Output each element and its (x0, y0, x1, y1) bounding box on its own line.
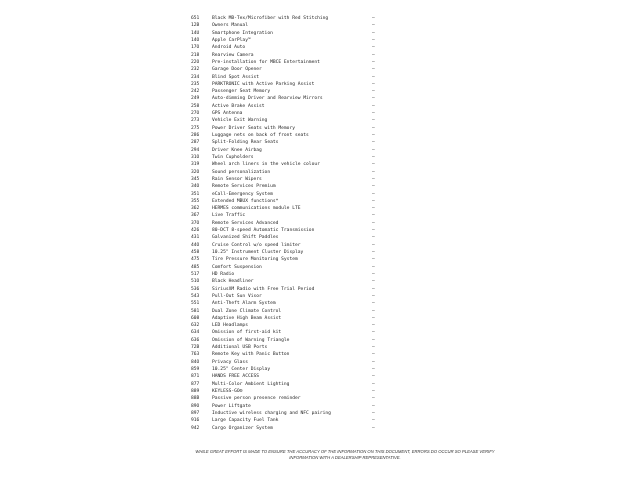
option-description: Twin Cupholders (212, 154, 254, 160)
option-description: Additional USB Ports (212, 345, 268, 351)
option-row (191, 110, 391, 117)
option-row (191, 300, 391, 307)
option-price: — (372, 52, 375, 58)
option-code: 32O (191, 169, 200, 175)
option-description: Remote Services Premium (212, 184, 276, 190)
option-code: 551 (191, 301, 200, 307)
option-row (191, 183, 391, 190)
option-description: Luggage nets on back of front seats (212, 133, 309, 138)
option-description: Driver Knee Airbag (212, 147, 262, 153)
option-code: 12B (191, 23, 200, 29)
option-code: 27O (191, 111, 200, 117)
option-row (191, 15, 391, 22)
option-price: — (372, 337, 375, 343)
option-description: PARKTRONIC with Active Parking Assist (212, 81, 315, 87)
option-code: 242 (191, 89, 200, 95)
option-row (191, 220, 391, 227)
option-code: 634 (191, 330, 200, 336)
option-price: — (372, 250, 375, 255)
option-price: — (372, 140, 375, 146)
option-description: Black MB-Tex/Microfiber with Red Stitching (212, 16, 329, 21)
option-description: Remote Key with Panic Button (212, 352, 290, 358)
option-code: 536 (191, 286, 200, 292)
option-code: 889 (191, 388, 200, 394)
option-price: — (372, 169, 375, 175)
option-code: 14O (191, 37, 200, 43)
option-price: — (372, 23, 375, 29)
option-row (191, 198, 391, 205)
option-description: Anti-Theft Alarm System (212, 301, 276, 307)
option-row (191, 425, 391, 432)
option-description: Remote Services Advanced (212, 220, 279, 226)
option-row (191, 191, 391, 198)
option-code: 871 (191, 374, 200, 380)
option-description: Active Brake Assist (212, 103, 265, 109)
option-price: — (372, 345, 375, 351)
option-code: 581 (191, 308, 200, 314)
option-code: 367 (191, 213, 200, 219)
option-row (191, 359, 391, 366)
option-price: — (372, 103, 375, 109)
option-code: 22O (191, 59, 200, 65)
disclaimer-text: WHILE GREAT EFFORT IS MADE TO ENSURE THE ACCURACY OF THE INFORMATION ON THIS DOCUMENT, ERRORS DO OCCUR SO PLEASE VERIFY INFORMATION WITH A DEALERSHIP REPRESENTATIVE. (195, 449, 495, 460)
option-price: — (372, 323, 375, 329)
option-price: — (372, 213, 375, 219)
option-price: — (372, 396, 375, 402)
option-description: Pull-Out Sun Visor (212, 293, 262, 299)
option-row (191, 286, 391, 293)
option-price: — (372, 374, 375, 380)
option-price: — (372, 67, 375, 73)
option-description: Dual Zone Climate Control (212, 308, 282, 314)
option-description: Apple CarPlay™ (212, 37, 251, 43)
option-price: — (372, 162, 375, 168)
option-description: Android Auto (212, 45, 246, 51)
option-code: 897 (191, 410, 200, 416)
option-description: Omission of Warning Triangle (212, 337, 290, 343)
option-code: 14U (191, 30, 200, 36)
option-row (191, 161, 391, 168)
option-row (191, 264, 391, 271)
option-row (191, 366, 391, 373)
option-code: 859 (191, 367, 200, 372)
option-code: 72B (191, 345, 200, 351)
option-code: 234 (191, 74, 200, 80)
option-price: — (372, 293, 375, 299)
option-code: 275 (191, 125, 200, 131)
option-description: Sound personalization (212, 169, 271, 175)
option-row (191, 74, 391, 81)
option-row (191, 337, 391, 344)
option-description: Passive person presence reminder (212, 396, 301, 402)
option-row (191, 381, 391, 388)
option-row (191, 22, 391, 29)
option-code: 362 (191, 206, 200, 212)
option-code: 286 (191, 133, 200, 138)
option-price: — (372, 176, 375, 182)
option-row (191, 373, 391, 380)
option-row (191, 351, 391, 358)
option-row (191, 103, 391, 110)
option-description: Extended MBUX functions* (212, 198, 279, 204)
option-description: Cruise Control w/o speed limiter (212, 242, 301, 248)
option-code: 89O (191, 403, 200, 409)
option-row (191, 81, 391, 88)
option-code: 17O (191, 45, 200, 51)
option-description: Live Traffic (212, 213, 246, 219)
option-price: — (372, 315, 375, 321)
option-description: Split-Folding Rear Seats (212, 140, 279, 146)
option-description: Privacy Glass (212, 359, 248, 365)
option-description: Tire Pressure Monitoring System (212, 257, 298, 263)
option-code: 355 (191, 198, 200, 204)
option-price: — (372, 191, 375, 197)
option-code: 273 (191, 118, 200, 124)
option-description: Pre-installation for MBCE Entertainment (212, 59, 320, 65)
option-row (191, 395, 391, 402)
option-code: 942 (191, 425, 200, 431)
option-description: Rearview Camera (212, 52, 254, 58)
option-description: Smartphone Integration (212, 30, 273, 36)
option-code: 287 (191, 140, 200, 146)
option-price: — (372, 133, 375, 138)
option-price: — (372, 59, 375, 65)
option-description: HD Radio (212, 271, 235, 277)
option-row (191, 388, 391, 395)
option-description: Power Liftgate (212, 403, 251, 409)
option-code: 475 (191, 257, 200, 263)
option-row (191, 117, 391, 124)
option-price: — (372, 30, 375, 36)
option-row (191, 139, 391, 146)
option-description: 10.25" Center Display (212, 367, 271, 372)
option-code: 249 (191, 96, 200, 102)
option-row (191, 322, 391, 329)
options-list (191, 15, 391, 432)
option-row (191, 249, 391, 256)
option-row (191, 417, 391, 424)
option-description: Wheel arch liners in the vehicle colour (212, 162, 320, 168)
option-price: — (372, 286, 375, 292)
option-description: Multi-Color Ambient Lighting (212, 381, 290, 387)
option-code: 916 (191, 418, 200, 424)
option-row (191, 271, 391, 278)
option-code: 543 (191, 293, 200, 299)
option-description: KEYLESS-GO® (212, 388, 243, 394)
option-price: — (372, 111, 375, 117)
option-row (191, 132, 391, 139)
option-code: 651 (191, 16, 200, 21)
option-row (191, 410, 391, 417)
option-description: Power Driver Seats with Memory (212, 125, 295, 131)
option-description: LED Headlamps (212, 323, 248, 329)
option-price: — (372, 154, 375, 160)
option-price: — (372, 403, 375, 409)
option-price: — (372, 118, 375, 124)
option-price: — (372, 410, 375, 416)
option-description: HANDS FREE ACCESS (212, 374, 260, 380)
option-code: 84O (191, 359, 200, 365)
option-description: Garage Door Opener (212, 67, 262, 73)
option-description: Comfort Suspension (212, 264, 262, 270)
option-code: 31O (191, 154, 200, 160)
option-code: 763 (191, 352, 200, 358)
option-price: — (372, 359, 375, 365)
option-price: — (372, 96, 375, 102)
option-description: Galvanized Shift Paddles (212, 235, 279, 241)
option-price: — (372, 16, 375, 21)
option-price: — (372, 279, 375, 285)
option-description: Passenger Seat Memory (212, 89, 271, 95)
option-code: 37O (191, 220, 200, 226)
option-description: Rain Sensor Wipers (212, 176, 262, 182)
option-row (191, 52, 391, 59)
option-description: GPS Antenna (212, 111, 243, 117)
option-code: 877 (191, 381, 200, 387)
option-row (191, 212, 391, 219)
option-row (191, 344, 391, 351)
option-price: — (372, 308, 375, 314)
option-price: — (372, 257, 375, 263)
option-code: 44O (191, 242, 200, 248)
option-row (191, 88, 391, 95)
option-code: 258 (191, 103, 200, 109)
option-row (191, 154, 391, 161)
option-row (191, 176, 391, 183)
option-price: — (372, 81, 375, 87)
option-row (191, 403, 391, 410)
option-price: — (372, 45, 375, 51)
option-description: Inductive wireless charging and NFC pairing (212, 410, 331, 416)
option-price: — (372, 206, 375, 212)
option-code: 431 (191, 235, 200, 241)
option-price: — (372, 220, 375, 226)
option-price: — (372, 425, 375, 431)
option-code: 351 (191, 191, 200, 197)
option-price: — (372, 367, 375, 372)
option-row (191, 66, 391, 73)
option-description: Owners Manual (212, 23, 248, 29)
option-description: 10.25" Instrument Cluster Display (212, 250, 304, 255)
option-price: — (372, 381, 375, 387)
option-row (191, 308, 391, 315)
option-row (191, 125, 391, 132)
option-code: 232 (191, 67, 200, 73)
option-description: Cargo Organizer System (212, 425, 273, 431)
option-description: Blind Spot Assist (212, 74, 260, 80)
option-row (191, 234, 391, 241)
option-row (191, 30, 391, 37)
option-price: — (372, 228, 375, 234)
option-price: — (372, 301, 375, 307)
option-description: HERMES communications module LTE (212, 206, 301, 212)
option-row (191, 329, 391, 336)
option-code: 235 (191, 81, 200, 87)
option-row (191, 227, 391, 234)
option-row (191, 256, 391, 263)
option-code: 34O (191, 184, 200, 190)
option-price: — (372, 388, 375, 394)
option-price: — (372, 264, 375, 270)
option-code: 458 (191, 250, 200, 255)
option-code: 294 (191, 147, 200, 153)
option-price: — (372, 147, 375, 153)
option-row (191, 205, 391, 212)
option-code: 51O (191, 279, 200, 285)
option-row (191, 278, 391, 285)
option-price: — (372, 352, 375, 358)
option-description: Adaptive High Beam Assist (212, 315, 282, 321)
option-code: 88B (191, 396, 200, 402)
option-price: — (372, 418, 375, 424)
option-code: 517 (191, 271, 200, 277)
option-code: 345 (191, 176, 200, 182)
option-code: 636 (191, 337, 200, 343)
option-description: Vehicle Exit Warning (212, 118, 268, 124)
option-code: 319 (191, 162, 200, 168)
option-row (191, 293, 391, 300)
option-row (191, 95, 391, 102)
option-description: 80-DCT 8-speed Automatic Transmission (212, 228, 315, 234)
option-price: — (372, 271, 375, 277)
option-price: — (372, 125, 375, 131)
option-price: — (372, 74, 375, 80)
option-price: — (372, 37, 375, 43)
option-description: Omission of first-aid kit (212, 330, 282, 336)
option-description: eCall-Emergency System (212, 191, 273, 197)
option-price: — (372, 89, 375, 95)
option-row (191, 315, 391, 322)
option-row (191, 37, 391, 44)
option-code: 426 (191, 228, 200, 234)
option-row (191, 44, 391, 51)
option-code: 608 (191, 315, 200, 321)
option-price: — (372, 330, 375, 336)
option-row (191, 169, 391, 176)
option-code: 218 (191, 52, 200, 58)
option-row (191, 147, 391, 154)
option-description: SiriusXM Radio with Free Trial Period (212, 286, 315, 292)
option-price: — (372, 184, 375, 190)
option-price: — (372, 235, 375, 241)
option-row (191, 59, 391, 66)
option-code: 632 (191, 323, 200, 329)
option-description: Auto-dimming Driver and Rearview Mirrors (212, 96, 323, 102)
option-price: — (372, 198, 375, 204)
option-row (191, 242, 391, 249)
option-description: Black Headliner (212, 279, 254, 285)
option-price: — (372, 242, 375, 248)
option-code: 485 (191, 264, 200, 270)
option-description: Large Capacity Fuel Tank (212, 418, 279, 424)
